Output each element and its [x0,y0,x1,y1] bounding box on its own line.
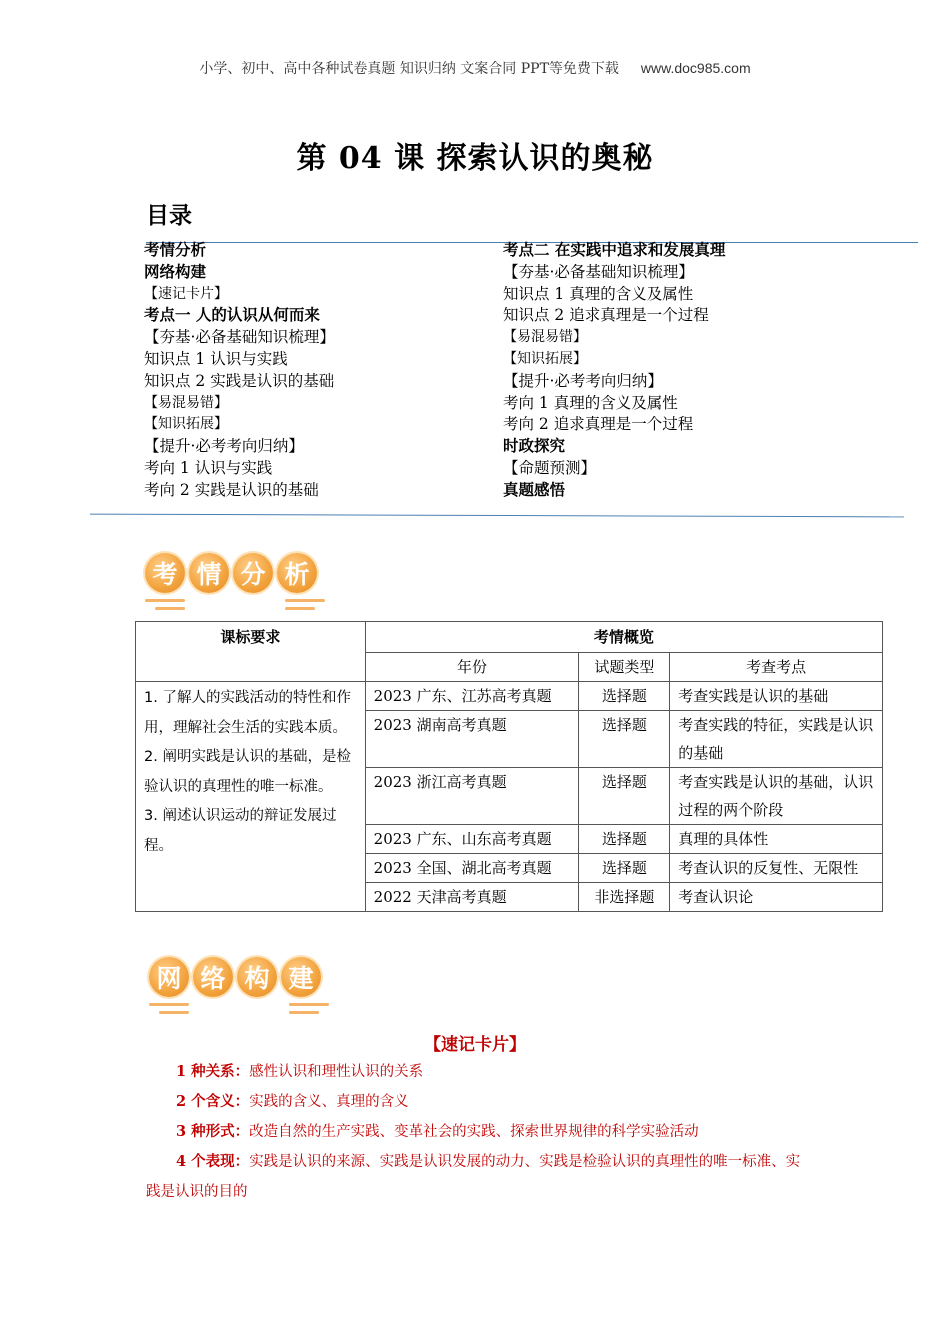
toc-item[interactable]: 网络构建 [144,262,207,281]
toc-item[interactable]: 考向 1 认识与实践 [144,458,273,477]
toc-item[interactable]: 时政探究 [503,437,566,456]
subheader-year: 年份 [365,653,579,682]
cell-year: 2022 天津高考真题 [365,883,579,912]
banner-char: 析 [277,553,317,593]
banner-char: 分 [233,553,273,593]
card-item [146,1147,806,1207]
toc-item[interactable]: 【易混易错】 [144,394,228,411]
col-header-overview: 考情概览 [365,622,882,653]
card-item [146,1057,806,1087]
cell-point: 考查实践是认识的基础 [670,682,883,711]
header-text: 小学、初中、高中各种试卷真题 知识归纳 文案合同 PPT等免费下载 [199,61,619,77]
col-header-requirements: 课标要求 [136,622,366,682]
cell-type: 选择题 [579,825,670,854]
cell-year: 2023 广东、山东高考真题 [365,825,579,854]
subheader-point: 考查考点 [670,653,883,682]
banner-char: 网 [149,957,189,997]
card-list [146,1057,806,1207]
cell-type: 非选择题 [579,883,670,912]
toc-bottom-divider [90,514,904,518]
card-item-text: 实践的含义、真理的含义 [249,1094,409,1110]
network-build-banner [149,957,339,1023]
toc-item[interactable]: 考向 1 真理的含义及属性 [503,393,678,412]
banner-char: 构 [237,957,277,997]
toc-item[interactable]: 知识点 1 认识与实践 [144,349,288,368]
toc-item[interactable]: 【知识拓展】 [144,416,228,433]
card-item-label: 4 个表现： [176,1153,250,1170]
card-item-text: 实践是认识的来源、实践是认识发展的动力、实践是检验认识的真理性的唯一标准、实践是认识的目的 [146,1154,801,1200]
toc-item[interactable]: 【提升·必考考向归纳】 [503,371,663,390]
requirements-cell: 1. 了解人的实践活动的特性和作用，理解社会生活的实践本质。 2. 阐明实践是认识的基础，是检验认识的真理性的唯一标准。 3. 阐述认识运动的辩证发展过程。 [136,682,366,912]
toc-left-column [144,240,335,502]
toc-item[interactable]: 【速记卡片】 [144,285,228,302]
card-item-label: 2 个含义： [176,1093,250,1110]
cell-type: 选择题 [579,682,670,711]
toc-item[interactable]: 【夯基·必备基础知识梳理】 [503,262,694,281]
card-title: 【速记卡片】 [424,1035,526,1055]
toc-heading: 目录 [146,203,192,229]
exam-table [135,621,883,912]
card-item [146,1087,806,1117]
card-item-text: 改造自然的生产实践、变革社会的实践、探索世界规律的科学实验活动 [249,1124,699,1140]
toc-item[interactable]: 考点二 在实践中追求和发展真理 [503,241,726,259]
banner-char: 情 [189,553,229,593]
exam-analysis-banner [145,553,335,619]
toc-item[interactable]: 【夯基·必备基础知识梳理】 [144,328,335,347]
header-site[interactable]: www.doc985.com [640,60,751,76]
cell-type: 选择题 [579,711,670,768]
banner-char: 考 [145,553,185,593]
table-row [136,682,883,711]
toc-item[interactable]: 考向 2 追求真理是一个过程 [503,415,694,434]
toc-item[interactable]: 考点一 人的认识从何而来 [144,306,320,325]
toc-item[interactable]: 考向 2 实践是认识的基础 [144,480,319,499]
card-item-text: 感性认识和理性认识的关系 [249,1064,424,1080]
toc-item[interactable]: 【易混易错】 [503,329,587,346]
toc-right-column [503,240,725,502]
toc-item[interactable]: 【知识拓展】 [503,350,587,367]
cell-point: 考查认识的反复性、无限性 [670,854,883,883]
toc-item[interactable]: 知识点 1 真理的含义及属性 [503,284,694,303]
cell-point: 考查实践的特征，实践是认识的基础 [670,711,883,768]
subheader-type: 试题类型 [579,653,670,682]
cell-point: 考查实践是认识的基础，认识过程的两个阶段 [670,768,883,825]
toc-item[interactable]: 【命题预测】 [503,458,597,477]
toc-item[interactable]: 【提升·必考考向归纳】 [144,437,304,456]
toc-item[interactable]: 考情分析 [144,241,207,259]
cell-year: 2023 广东、江苏高考真题 [365,682,579,711]
banner-char: 络 [193,957,233,997]
cell-type: 选择题 [579,768,670,825]
cell-year: 2023 浙江高考真题 [365,768,579,825]
cell-point: 考查认识论 [670,883,883,912]
toc-item[interactable]: 知识点 2 追求真理是一个过程 [503,306,709,325]
toc-item[interactable]: 知识点 2 实践是认识的基础 [144,371,335,390]
cell-year: 2023 全国、湖北高考真题 [365,854,579,883]
page-title: 第 04 课 探索认识的奥秘 [296,141,654,176]
card-item [146,1117,806,1147]
toc-item[interactable]: 真题感悟 [503,480,566,499]
cell-type: 选择题 [579,854,670,883]
cell-point: 真理的具体性 [670,825,883,854]
cell-year: 2023 湖南高考真题 [365,711,579,768]
card-item-label: 1 种关系： [176,1063,250,1080]
page-header [0,58,950,78]
banner-char: 建 [281,957,321,997]
card-item-label: 3 种形式： [176,1123,250,1140]
